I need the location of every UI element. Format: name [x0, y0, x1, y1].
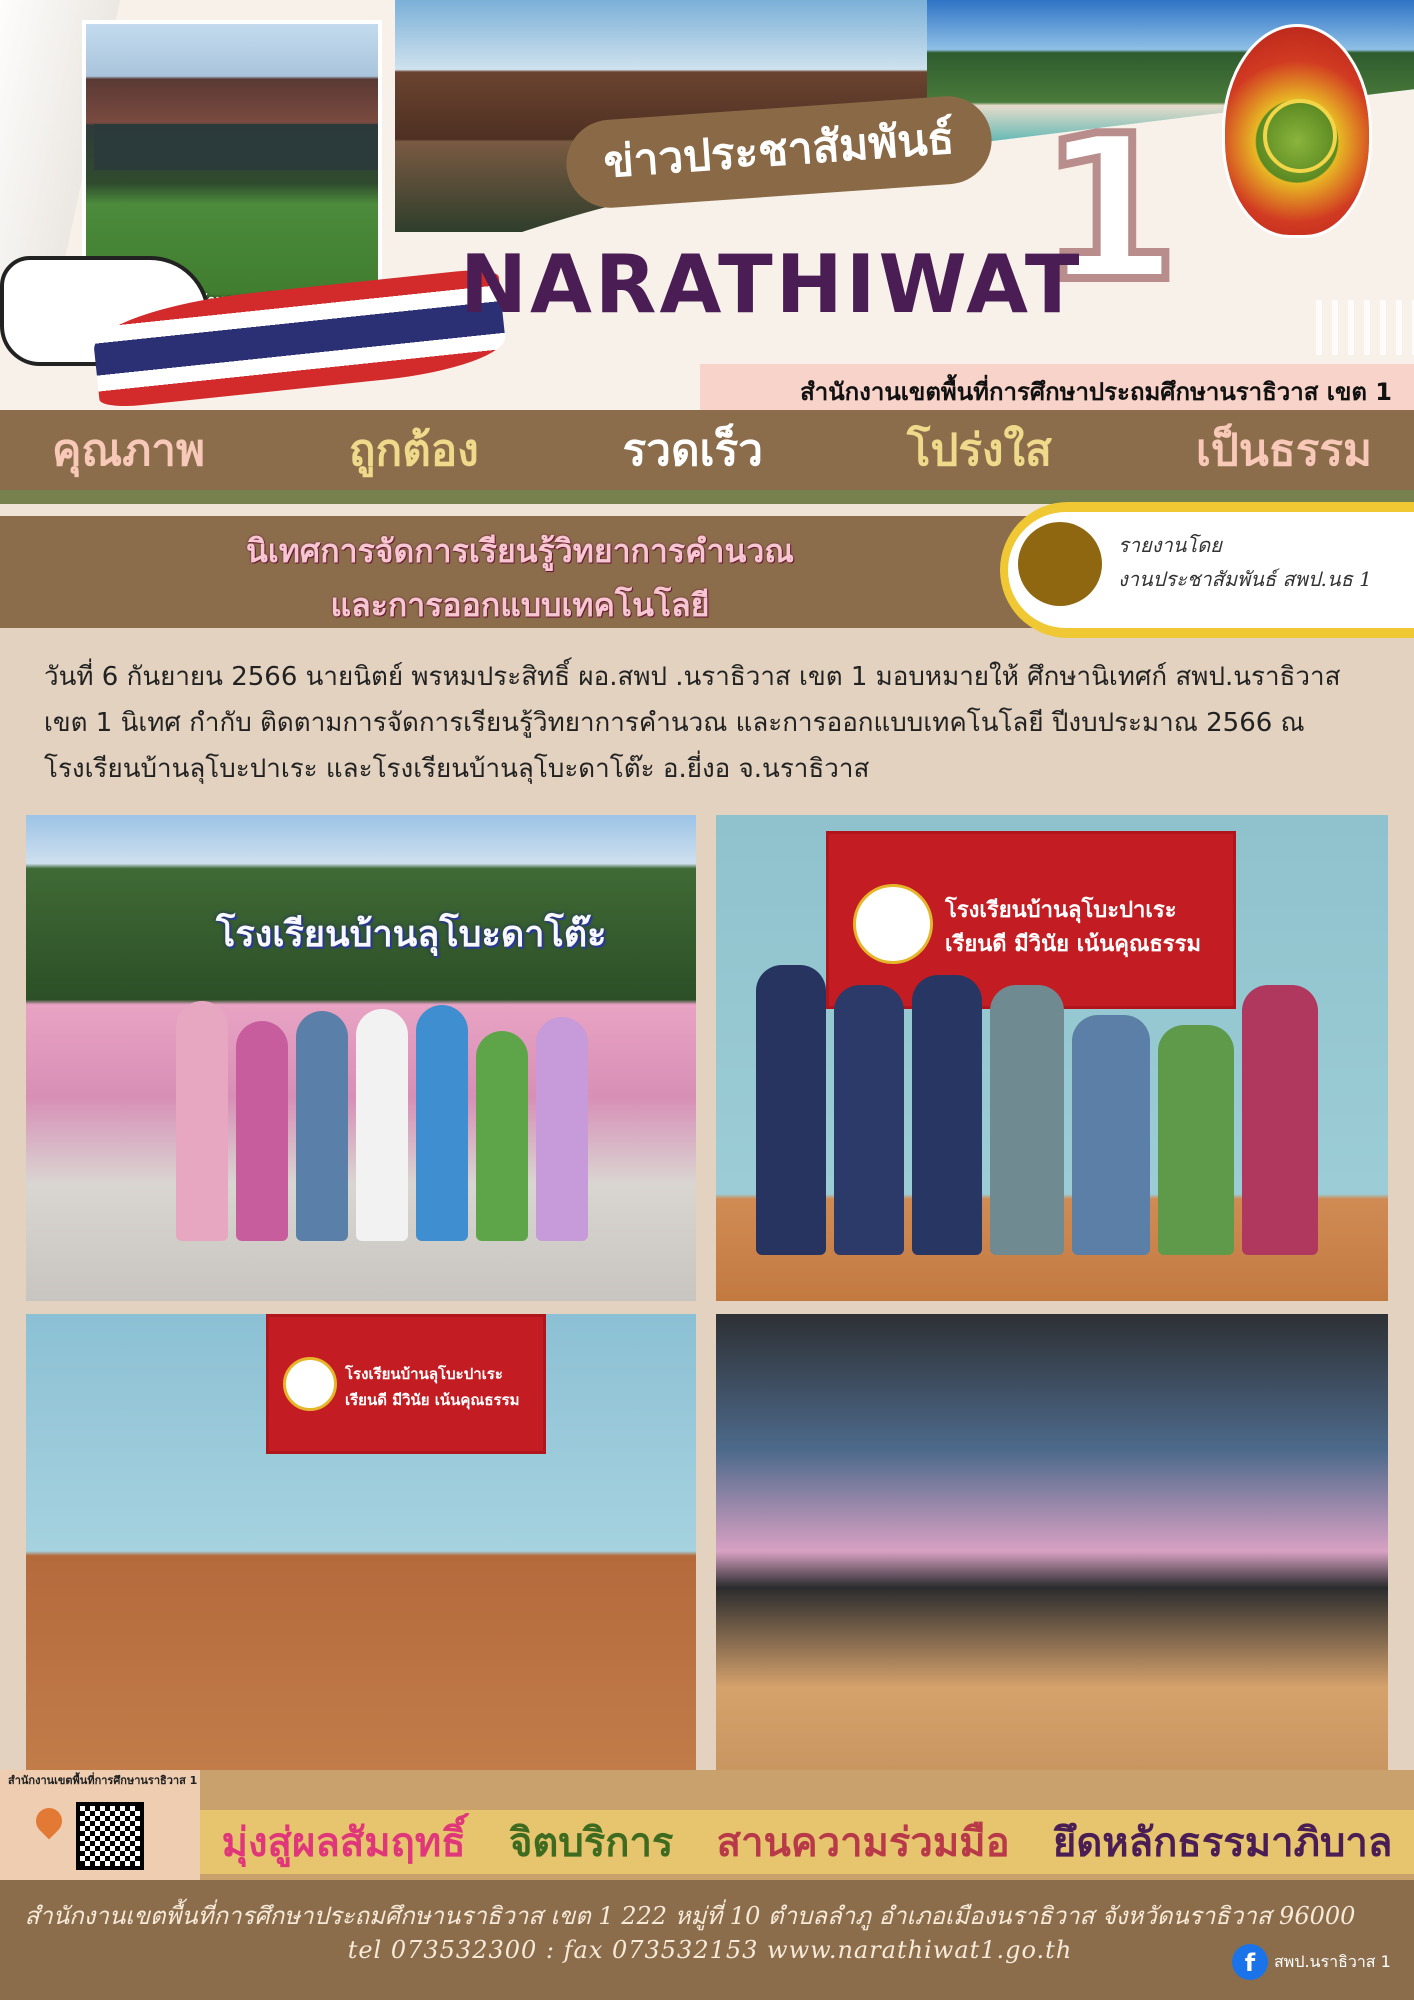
school-logo-icon	[853, 884, 933, 964]
contact-line: tel 073532300 : fax 073532153 www.narathiwat1.go.th	[347, 1936, 1073, 1964]
tree-silhouettes	[1316, 300, 1414, 355]
headline-line-2: และการออกแบบเทคโนโลยี	[330, 586, 710, 624]
slogan-service-mind: จิตบริการ	[508, 1820, 674, 1866]
district-number: 1	[1040, 93, 1180, 326]
facebook-page-name[interactable]: สพป.นราธิวาส 1	[1274, 1952, 1391, 1971]
person	[834, 985, 904, 1255]
photo-meeting-table	[26, 1314, 696, 1770]
person	[536, 1017, 588, 1241]
reporter-name: งานประชาสัมพันธ์ สพป.นธ 1	[1118, 567, 1372, 591]
photo-school-sign-group	[716, 815, 1388, 1301]
facebook-icon[interactable]: f	[1232, 1944, 1268, 1980]
person	[912, 975, 982, 1255]
value-fairness: เป็นธรรม	[1195, 425, 1372, 476]
person	[1158, 1025, 1234, 1255]
school-sign-line-2: เรียนดี มีวินัย เน้นคุณธรรม	[345, 1391, 520, 1409]
school-sign-text	[945, 894, 1201, 962]
person	[236, 1021, 288, 1241]
slogan-good-governance: ยึดหลักธรรมาภิบาล	[1052, 1820, 1393, 1866]
photo-school-entrance-group	[26, 815, 696, 1301]
value-quality: คุณภาพ	[52, 425, 205, 476]
narathiwat-wordmark: NARATHIWAT	[460, 238, 1083, 331]
group-of-people	[176, 1001, 588, 1241]
value-transparency: โปร่งใส	[906, 425, 1052, 476]
office-name: สำนักงานเขตพื้นที่การศึกษาประถมศึกษานราธิวาส เขต 1	[800, 378, 1392, 406]
qr-office-label: สำนักงานเขตพื้นที่การศึกษานราธิวาส 1	[8, 1774, 198, 1787]
person	[990, 985, 1064, 1255]
person	[1242, 985, 1318, 1255]
office-bar	[700, 364, 1414, 410]
school-sign-line-1: โรงเรียนบ้านลุโบะปาเระ	[945, 898, 1177, 923]
slogan-achievement: มุ่งสู่ผลสัมฤทธิ์	[221, 1820, 466, 1866]
emblem-ring	[1263, 99, 1337, 173]
news-label: ข่าวประชาสัมพันธ์	[563, 93, 994, 211]
photo-office-meeting	[716, 1314, 1388, 1770]
person	[476, 1031, 528, 1241]
qr-code[interactable]	[76, 1802, 144, 1870]
article-body: วันที่ 6 กันยายน 2566 นายนิตย์ พรหมประสิทธิ์ ผอ.สพป .นราธิวาส เขต 1 มอบหมายให้ ศึกษานิเทศก์ สพป.นราธิวาส เขต 1 นิเทศ กำกับ ติดตามการจัดการเรียนรู้วิทยาการคำนวณ และการออกแบบเทคโนโลยี ปีงบประมาณ 2566 ณ โรงเรียนบ้านลุโบะปาเระ และโรงเรียนบ้านลุโบะดาโต๊ะ อ.ยี่งอ จ.นราธิวาส	[44, 662, 1341, 784]
reporter-credit	[1118, 528, 1372, 596]
person	[756, 965, 826, 1255]
reporter-dot-icon	[1018, 522, 1102, 606]
slogan-band	[200, 1810, 1414, 1874]
museum-sign	[94, 124, 378, 170]
slogan-cooperation: สานความร่วมมือ	[716, 1820, 1010, 1866]
core-values-bar	[0, 410, 1414, 490]
person	[416, 1005, 468, 1241]
person	[296, 1011, 348, 1241]
poster-header	[0, 0, 1414, 410]
school-sign-line-1: โรงเรียนบ้านลุโบะปาเระ	[345, 1365, 503, 1383]
school-logo-icon	[283, 1357, 337, 1411]
obec-emblem-icon	[1222, 24, 1372, 238]
office-address: สำนักงานเขตพื้นที่การศึกษาประถมศึกษานราธิวาส เขต 1 222 หมู่ที่ 10 ตำบลลำภู อำเภอเมืองนราธิวาส จังหวัดนราธิวาส 96000	[24, 1902, 1356, 1930]
headline	[170, 524, 870, 632]
reporter-label: รายงานโดย	[1118, 533, 1222, 557]
value-speed: รวดเร็ว	[622, 425, 763, 476]
school-sign-text	[345, 1361, 520, 1413]
value-accuracy: ถูกต้อง	[348, 425, 479, 476]
person	[1072, 1015, 1150, 1255]
person	[176, 1001, 228, 1241]
school-red-sign	[266, 1314, 546, 1454]
person	[356, 1009, 408, 1241]
school-sign-line-2: เรียนดี มีวินัย เน้นคุณธรรม	[945, 932, 1201, 957]
headline-line-1: นิเทศการจัดการเรียนรู้วิทยาการคำนวณ	[246, 532, 794, 570]
school-entrance-sign: โรงเรียนบ้านลุโบะดาโต๊ะ	[216, 914, 607, 955]
group-of-people	[756, 965, 1318, 1255]
